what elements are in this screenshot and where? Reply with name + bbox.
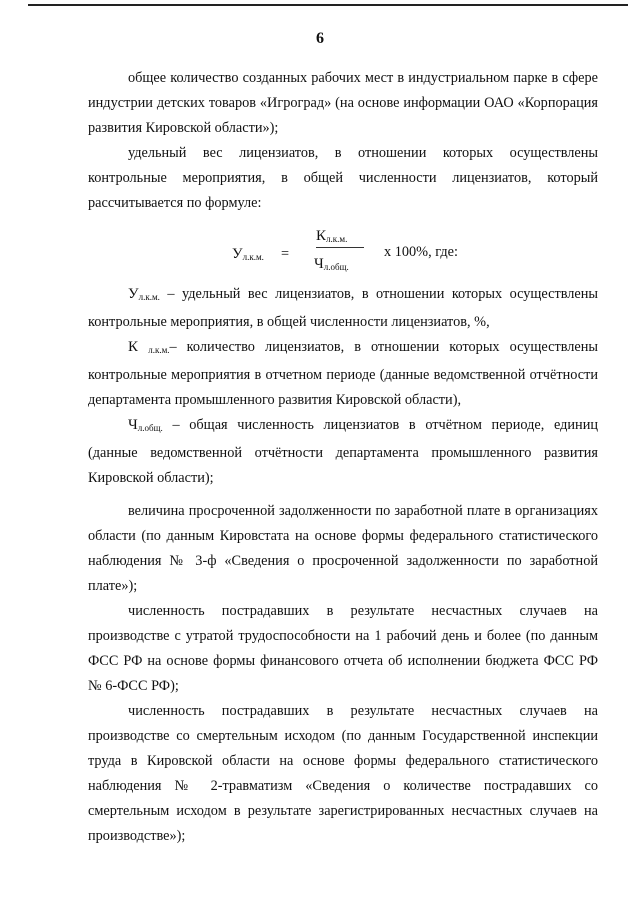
definition-share: $У_{л.к.м.}$ – удельный вес лицензиатов, в отношении которых осуществлены контрольные мероприятия, в общей численности лицензиатов, %, bbox=[88, 286, 598, 330]
definition-inspected: К $_{л.к.м.}$– количество лицензиатов, в отношении которых осуществлены контрольные мероприятия в отчетном периоде (данные ведомственной отчётности департамента промышленного развития Кировской области), bbox=[88, 339, 598, 408]
formula-equals: = bbox=[281, 246, 290, 262]
paragraph-fatalities: численность пострадавших в результате несчастных случаев на производстве со смертельным исходом (по данным Государственной инспекции труда в Кировской области на основе формы федерального статистического наблюдения № 2-травматизм «Сведения о количестве пострадавших со смертельным исходом в результате зарегистрированных несчастных случаев на производстве»); bbox=[88, 703, 598, 844]
formula bbox=[88, 218, 598, 278]
definition-total: $Ч_{л.общ.}$ – общая численность лицензиатов в отчётном периоде, единиц (данные ведомственной отчётности департамента промышленного развития Кировской области); bbox=[88, 417, 598, 486]
formula-numerator: $К_{л.к.м.}$ bbox=[316, 228, 348, 244]
formula-tail: х 100%, где: bbox=[384, 244, 458, 260]
document-body bbox=[88, 66, 598, 849]
formula-denominator: $Ч_{л.общ.}$ bbox=[314, 256, 349, 272]
paragraph-workplaces: общее количество созданных рабочих мест в индустриальном парке в сфере индустрии детских товаров «Игроград» (на основе информации ОАО «Корпорация развития Кировской области»); bbox=[88, 70, 598, 136]
formula-lhs: $У_{л.к.м.}$ bbox=[232, 246, 264, 262]
fraction-bar bbox=[316, 247, 364, 248]
paragraph-wage-arrears: величина просроченной задолженности по заработной плате в организациях области (по данным Кировстата на основе формы федерального статистического наблюдения № 3-ф «Сведения о просроченной задолженности по заработной плате»); bbox=[88, 503, 598, 594]
page-number: 6 bbox=[316, 30, 324, 47]
paragraph-injuries: численность пострадавших в результате несчастных случаев на производстве с утратой трудоспособности на 1 рабочий день и более (по данным ФСС РФ на основе формы финансового отчета об исполнении бюджета ФСС РФ № 6-ФСС РФ); bbox=[88, 603, 598, 694]
paragraph-licensee-share: удельный вес лицензиатов, в отношении которых осуществлены контрольные мероприятия, в общей численности лицензиатов, который рассчитывается по формуле: bbox=[88, 145, 598, 211]
top-rule bbox=[28, 4, 628, 6]
